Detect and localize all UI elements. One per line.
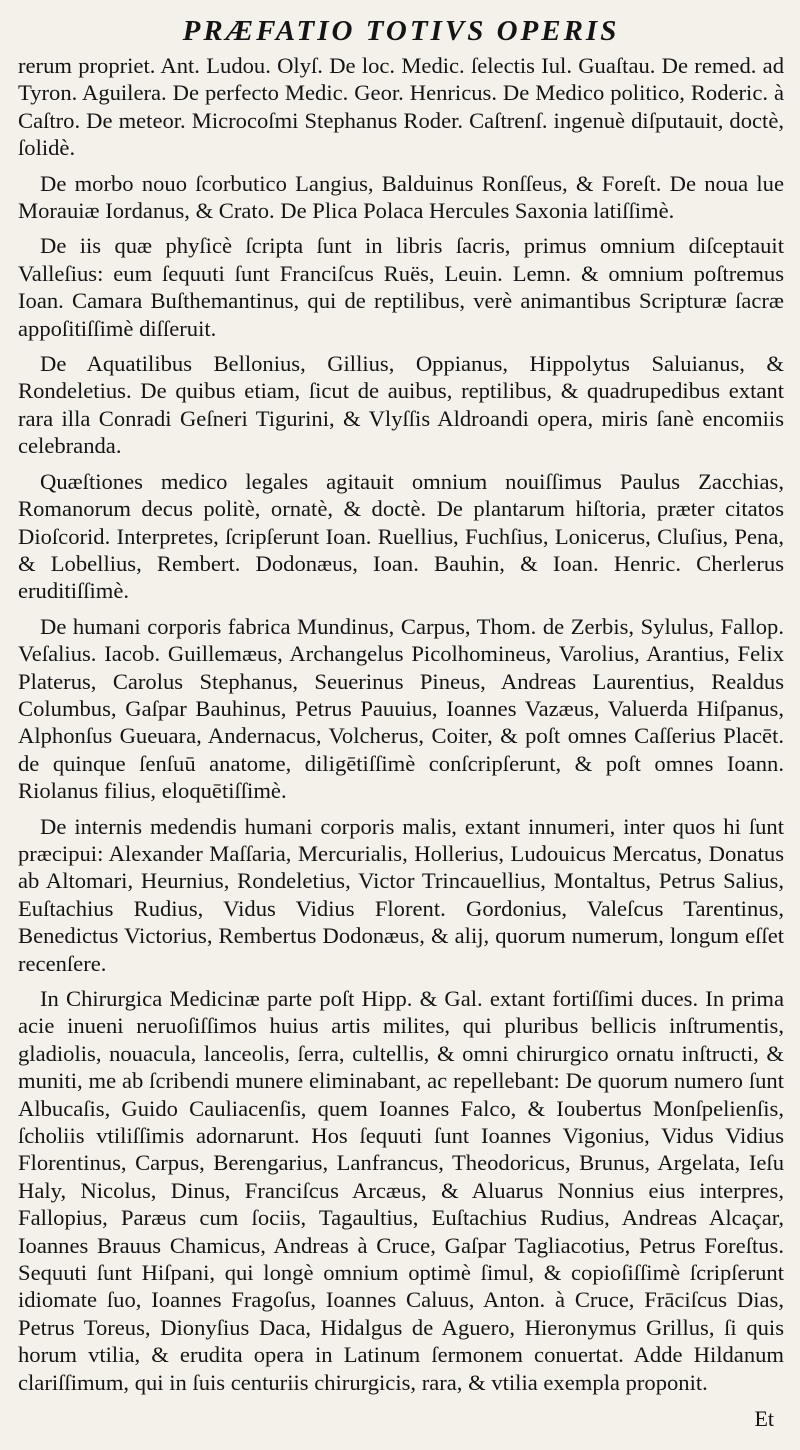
paragraph-continuation-materia-medica: rerum propriet. Ant. Ludou. Olyſ. De loc. Medic. ſelectis Iul. Guaſtau. De remed. ad Tyron. Aguilera. De perfecto Medic. Geor. Henricus. De Medico politico, Roderic. à Caſtro. De meteor. Microcoſmi Stephanus Roder. Caſtrenſ. ingenuè diſputauit, doctè, ſolidè. <box>18 53 784 161</box>
paragraph-scurvy-and-plica: De morbo nouo ſcorbutico Langius, Balduinus Ronſſeus, & Foreſt. De noua lue Morauiæ Iordanus, & Crato. De Plica Polaca Hercules Saxonia latiſſimè. <box>18 170 784 224</box>
paragraph-medico-legal-and-plants: Quæſtiones medico legales agitauit omnium nouiſſimus Paulus Zacchias, Romanorum decus politè, ornatè, & doctè. De plantarum hiſtoria, præter citatos Dioſcorid. Interpretes, ſcripſerunt Ioan. Ruellius, Fuchſius, Lonicerus, Cluſius, Pena, & Lobellius, Rembert. Dodonæus, Ioan. Bauhin, & Ioan. Henric. Cherlerus eruditiſſimè. <box>18 468 784 604</box>
paragraph-internal-medicine: De internis medendis humani corporis malis, extant innumeri, inter quos hi ſunt præcipui: Alexander Maſſaria, Mercurialis, Hollerius, Ludouicus Mercatus, Donatus ab Altomari, Heurnius, Rondeletius, Victor Trincauellius, Montaltus, Petrus Salius, Euſtachius Rudius, Vidus Vidius Florent. Gordonius, Valeſcus Tarentinus, Benedictus Victorius, Rembertus Dodonæus, & alij, quorum numerum, longum eſſet recenſere. <box>18 813 784 976</box>
book-page <box>18 12 784 1438</box>
catchword: Et <box>754 1406 774 1431</box>
paragraph-aquatic-animals: De Aquatilibus Bellonius, Gillius, Oppianus, Hippolytus Saluianus, & Rondeletius. De quibus etiam, ſicut de auibus, reptilibus, & quadrupedibus extant rara illa Conradi Geſneri Tigurini, & Vlyſſis Aldroandi opera, miris ſanè encomiis celebranda. <box>18 351 784 459</box>
paragraph-sacred-physics: De iis quæ phyſicè ſcripta ſunt in libris ſacris, primus omnium diſceptauit Valleſius: eum ſequuti ſunt Franciſcus Ruës, Leuin. Lemn. & omnium poſtremus Ioan. Camara Buſthemantinus, qui de reptilibus, verè animantibus Scripturæ ſacræ appoſitiſſimè diſſeruit. <box>18 233 784 341</box>
body-text <box>18 52 784 1396</box>
paragraph-anatomy: De humani corporis fabrica Mundinus, Carpus, Thom. de Zerbis, Sylulus, Fallop. Veſalius. Iacob. Guillemæus, Archangelus Picolhomineus, Varolius, Arantius, Felix Platerus, Carolus Stephanus, Seuerinus Pineus, Andreas Laurentius, Realdus Columbus, Gaſpar Bauhinus, Petrus Pauuius, Ioannes Vazæus, Valuerda Hiſpanus, Alphonſus Gueuara, Andernacus, Volcherus, Coiter, & poſt omnes Caſſerius Placēt. de quinque ſenſuū anatome, diligētiſſimè conſcripſerunt, & poſt omnes Ioann. Riolanus filius, eloquētiſſimè. <box>18 613 784 804</box>
paragraph-surgery: In Chirurgica Medicinæ parte poſt Hipp. & Gal. extant fortiſſimi duces. In prima acie inueni neruoſiſſimos huius artis milites, qui pluribus bellicis inſtrumentis, gladiolis, nouacula, lanceolis, ſerra, cultellis, & omni chirurgico ornatu inſtructi, & muniti, me ab ſcribendi munere eliminabant, ac repellebant: De quorum numero ſunt Albucaſis, Guido Cauliacenſis, quem Ioannes Falco, & Ioubertus Monſpelienſis, ſcholiis vtiliſſimis adornarunt. Hos ſequuti ſunt Ioannes Vigonius, Vidus Vidius Florentinus, Carpus, Berengarius, Lanfrancus, Theodoricus, Brunus, Argelata, Ieſu Haly, Nicolus, Dinus, Franciſcus Arcæus, & Aluarus Nonnius eius interpres, Fallopius, Paræus cum ſociis, Tagaultius, Euſtachius Rudius, Andreas Alcaçar, Ioannes Brauus Chamicus, Andreas à Cruce, Gaſpar Tagliacotius, Petrus Foreſtus. Sequuti ſunt Hiſpani, qui longè omnium optimè ſimul, & copioſiſſimè ſcripſerunt idiomate ſuo, Ioannes Fragoſus, Ioannes Caluus, Anton. à Cruce, Frāciſcus Dias, Petrus Toreus, Dionyſius Daca, Hidalgus de Aguero, Hieronymus Grillus, ſi quis horum vtilia, & erudita opera in Latinum ſermonem conuertat. Adde Hildanum clariſſimum, qui in ſuis centuriis chirurgicis, rara, & vtilia exempla proponit. <box>18 986 784 1395</box>
running-head: PRÆFATIO TOTIVS OPERIS <box>182 15 620 47</box>
